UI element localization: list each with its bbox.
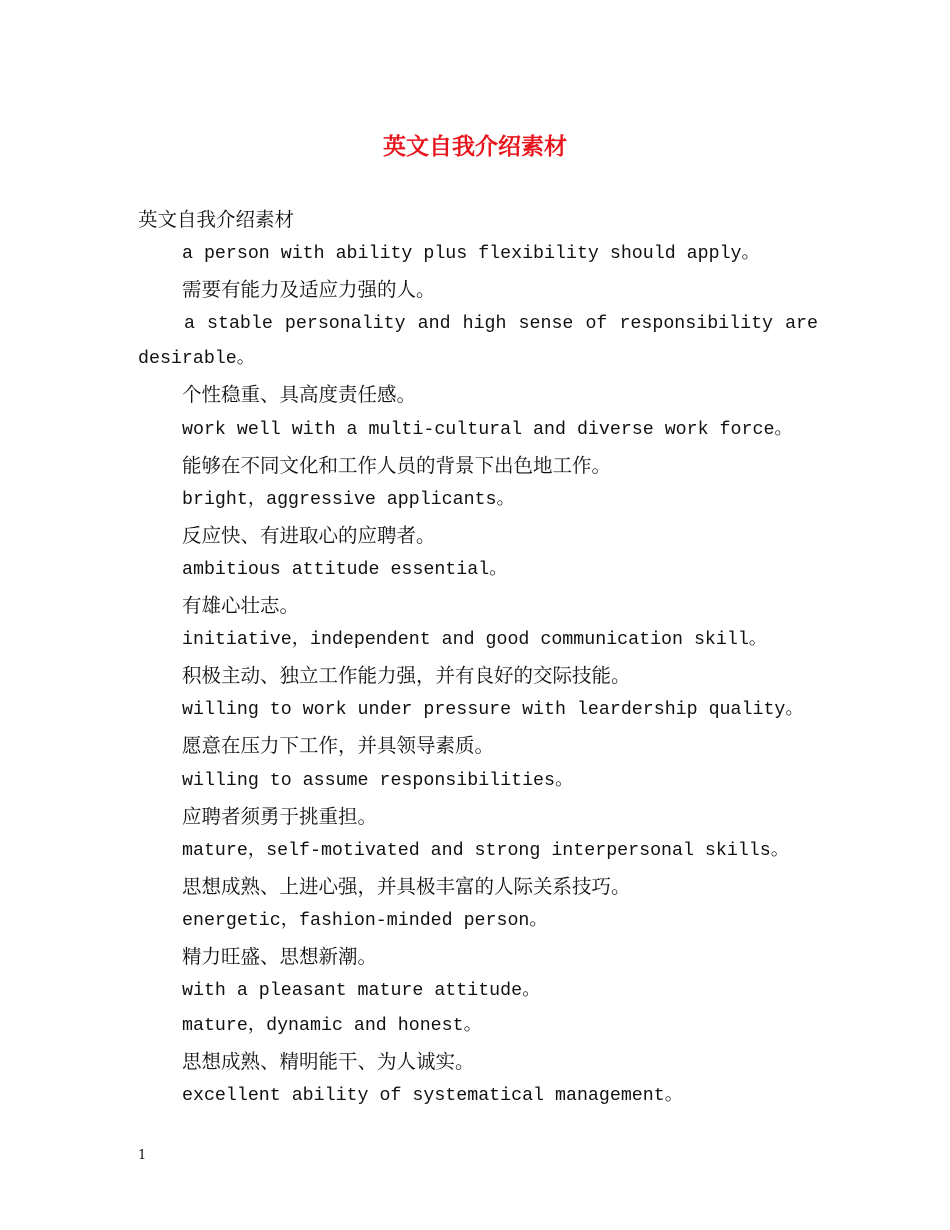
text-line: initiative，independent and good communication skill。	[182, 630, 768, 651]
text-line: energetic，fashion-minded person。	[182, 910, 548, 931]
text-line: mature，self-motivated and strong interpersonal skills。	[182, 840, 790, 861]
text-line: 愿意在压力下工作，并具领导素质。	[182, 734, 495, 758]
text-line: excellent ability of systematical management。	[182, 1086, 683, 1107]
text-line: 积极主动、独立工作能力强，并有良好的交际技能。	[182, 664, 631, 688]
text-line: 应聘者须勇于挑重担。	[182, 804, 378, 828]
document-title: 英文自我介绍素材	[383, 133, 567, 160]
text-line: with a pleasant mature attitude。	[182, 981, 541, 1002]
text-line: a person with ability plus flexibility should apply。	[182, 244, 760, 265]
text-line: 个性稳重、具高度责任感。	[182, 383, 417, 407]
text-line: 有雄心壮志。	[182, 594, 300, 618]
text-line: willing to assume responsibilities。	[182, 770, 574, 791]
text-line: ambitious attitude essential。	[182, 559, 508, 580]
text-line: a stable personality and high sense of responsibility are desirable。	[138, 314, 818, 370]
page-number: 1	[138, 1148, 147, 1163]
text-line: willing to work under pressure with leardership quality。	[182, 700, 804, 721]
section-heading: 英文自我介绍素材	[138, 208, 295, 231]
document-body	[138, 202, 818, 1114]
text-line: 反应快、有进取心的应聘者。	[182, 523, 436, 547]
text-line: 能够在不同文化和工作人员的背景下出色地工作。	[182, 453, 612, 477]
text-line: 精力旺盛、思想新潮。	[182, 944, 378, 968]
text-line: mature，dynamic and honest。	[182, 1016, 482, 1037]
text-line: 思想成熟、精明能干、为人诚实。	[182, 1050, 475, 1074]
text-line: 思想成熟、上进心强，并具极丰富的人际关系技巧。	[182, 874, 631, 898]
text-line: 需要有能力及适应力强的人。	[182, 278, 436, 302]
text-line: work well with a multi-cultural and diverse work force。	[182, 419, 793, 440]
text-line: bright，aggressive applicants。	[182, 489, 515, 510]
